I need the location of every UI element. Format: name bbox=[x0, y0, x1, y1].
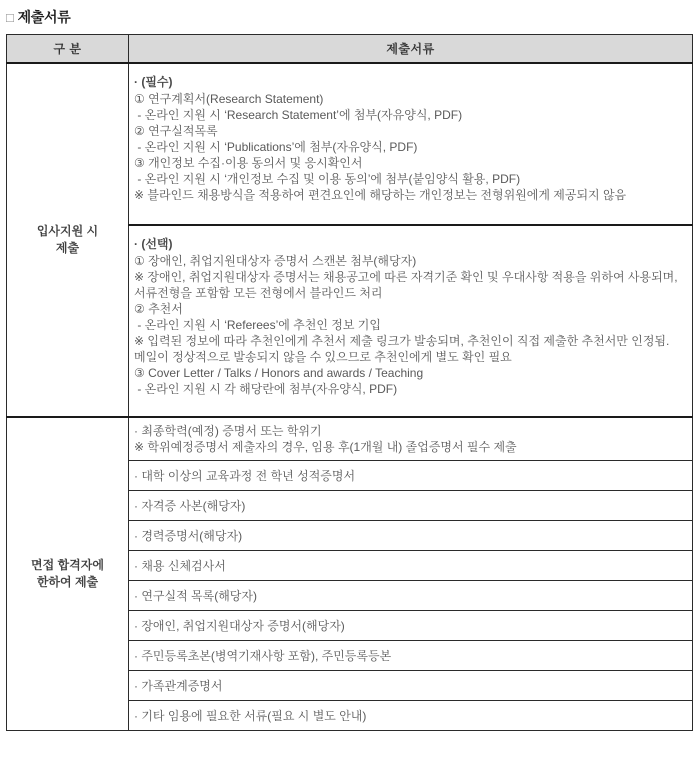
text-line: ① 연구계획서(Research Statement) bbox=[134, 91, 324, 106]
text-line: ② 연구실적목록 bbox=[134, 123, 218, 138]
optional-documents-cell bbox=[129, 225, 693, 417]
text-line: - 온라인 지원 시 ‘개인정보 수집 및 이용 동의’에 첨부(붙임양식 활용, PDF) bbox=[134, 171, 521, 186]
text-line: 면접 합격자에 bbox=[31, 557, 104, 572]
text-line: 입사지원 시 bbox=[36, 223, 99, 238]
table-header-row bbox=[7, 35, 693, 63]
checkbox-icon: □ bbox=[6, 10, 14, 25]
table-row bbox=[7, 417, 693, 461]
document-item-cell bbox=[129, 581, 693, 611]
document-item-cell bbox=[129, 417, 693, 461]
document-item-cell bbox=[129, 701, 693, 731]
text-line: ※ 장애인, 취업지원대상자 증명서는 채용공고에 따른 자격기준 확인 및 우대사항 적용을 위하여 사용되며, 서류전형을 포함함 모든 전형에서 블라인드 처리 bbox=[134, 269, 681, 300]
document-item-cell bbox=[129, 551, 693, 581]
text-line: · 주민등록초본(병역기재사항 포함), 주민등록등본 bbox=[134, 648, 392, 663]
text-line: ② 추천서 bbox=[134, 301, 183, 316]
text-line: ① 장애인, 취업지원대상자 증명서 스캔본 첨부(해당자) bbox=[134, 253, 417, 268]
text-line: ③ Cover Letter / Talks / Honors and awards / Teaching bbox=[134, 365, 424, 380]
text-line: ※ 입력된 정보에 따라 추천인에게 추천서 제출 링크가 발송되며, 추천인이 직접 제출한 추천서만 인정됨. 메일이 정상적으로 발송되지 않을 수 있으므로 추천인에게 별도 확인 필요 bbox=[134, 333, 673, 364]
text-line: · 자격증 사본(해당자) bbox=[134, 498, 246, 513]
submission-documents-table bbox=[6, 34, 693, 731]
text-line: 제출 bbox=[55, 240, 80, 255]
document-item-cell bbox=[129, 611, 693, 641]
text-line: · 최종학력(예정) 증명서 또는 학위기 bbox=[134, 423, 322, 438]
text-line: - 온라인 지원 시 ‘Research Statement’에 첨부(자유양식, PDF) bbox=[134, 107, 463, 122]
document-item-cell bbox=[129, 641, 693, 671]
required-documents-cell bbox=[129, 63, 693, 225]
text-line: · 대학 이상의 교육과정 전 학년 성적증명서 bbox=[134, 468, 356, 483]
table-row bbox=[7, 63, 693, 225]
table-header-documents: 제출서류 bbox=[129, 35, 693, 63]
text-line: - 온라인 지원 시 ‘Publications’에 첨부(자유양식, PDF) bbox=[134, 139, 418, 154]
document-item-cell bbox=[129, 671, 693, 701]
table-header-category: 구 분 bbox=[7, 35, 129, 63]
text-line: · 기타 임용에 필요한 서류(필요 시 별도 안내) bbox=[134, 708, 367, 723]
required-block-lines bbox=[134, 91, 684, 203]
text-line: · 장애인, 취업지원대상자 증명서(해당자) bbox=[134, 618, 345, 633]
text-line: - 온라인 지원 시 ‘Referees’에 추천인 정보 기입 bbox=[134, 317, 381, 332]
text-line: ※ 학위예정증명서 제출자의 경우, 임용 후(1개월 내) 졸업증명서 필수 제출 bbox=[134, 439, 517, 454]
document-item-cell bbox=[129, 461, 693, 491]
text-line: · 가족관계증명서 bbox=[134, 678, 223, 693]
document-item-cell bbox=[129, 521, 693, 551]
text-line: · 연구실적 목록(해당자) bbox=[134, 588, 257, 603]
page-title-text: 제출서류 bbox=[17, 9, 71, 25]
text-line: · 채용 신체검사서 bbox=[134, 558, 226, 573]
text-line: 한하여 제출 bbox=[36, 574, 99, 589]
required-block-title: · (필수) bbox=[134, 74, 173, 89]
text-line: ※ 블라인드 채용방식을 적용하여 편견요인에 해당하는 개인정보는 전형위원에게 제공되지 않음 bbox=[134, 187, 627, 202]
optional-block-title: · (선택) bbox=[134, 236, 173, 251]
text-line: - 온라인 지원 시 각 해당란에 첨부(자유양식, PDF) bbox=[134, 381, 398, 396]
optional-block-lines bbox=[134, 253, 684, 397]
text-line: ③ 개인정보 수집·이용 동의서 및 응시확인서 bbox=[134, 155, 363, 170]
page-title bbox=[6, 7, 693, 27]
section2-label-cell bbox=[7, 417, 129, 731]
text-line: · 경력증명서(해당자) bbox=[134, 528, 243, 543]
document-item-cell bbox=[129, 491, 693, 521]
section1-label-cell bbox=[7, 63, 129, 417]
